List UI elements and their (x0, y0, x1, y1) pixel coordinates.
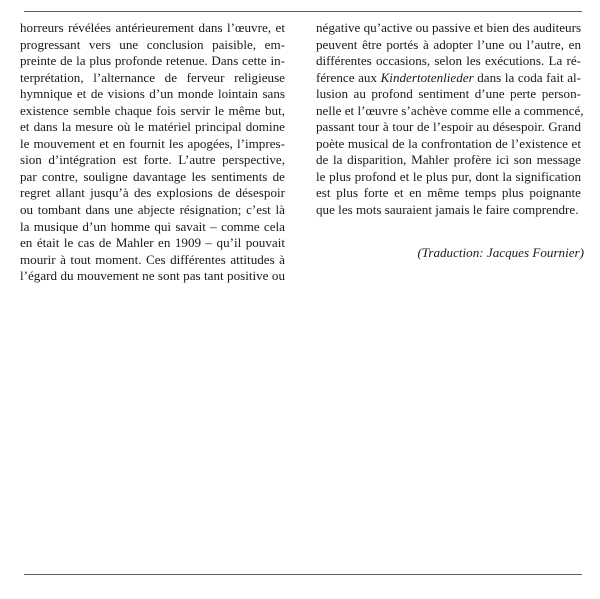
top-rule (24, 11, 582, 12)
text-line: que les mots sauraient jamais le faire comprendre. (316, 202, 579, 218)
text-line: en était le cas de Mahler en 1909 – qu’il pouvait (20, 235, 285, 251)
text-line: progressant vers une conclusion paisible, em- (20, 36, 285, 52)
text-line: peuvent être portés à adopter l’une ou l’autre, en (316, 36, 581, 52)
text-line: différentes occasions, selon les exécutions. La ré- (316, 53, 581, 69)
text-line: nelle et l’œuvre s’achève comme elle a commencé, (316, 102, 584, 118)
translator-credit: (Traduction: Jacques Fournier) (417, 245, 584, 260)
text-line: terprétation, l’alternance de ferveur religieuse (20, 69, 285, 85)
text-line: le mouvement et en fournit les apogées, l’impres- (20, 135, 285, 151)
text-line: le plus profond et le plus pur, dont la signification (316, 168, 581, 184)
left-text-column (20, 20, 285, 285)
text-line: négative qu’active ou passive et bien des auditeurs (316, 20, 582, 35)
bottom-rule (24, 574, 582, 575)
text-line: ou tombant dans une abjecte résignation; c’est là (20, 202, 285, 218)
text-line: passant tour à tour de l’espoir au désespoir. Grand (316, 119, 581, 135)
text-line: de la disparition, Mahler profère ici son message (316, 152, 581, 168)
text-line-with-italic (316, 70, 581, 87)
text-line: la musique d’un homme qui savait – comme cela (20, 218, 285, 234)
text-segment: férence aux (316, 69, 381, 85)
text-line: l’égard du mouvement ne sont pas tant positive ou (20, 268, 285, 284)
text-line: est plus forte et en même temps plus poignante (316, 185, 581, 201)
text-line: lusion au profond sentiment d’une perte person- (316, 86, 581, 102)
text-line: preinte de la plus profonde retenue. Dans cette in- (20, 53, 285, 69)
text-line: poète musical de la confrontation de l’existence et (316, 135, 581, 151)
text-line: regret allant jusqu’à des explosions de désespoir (20, 185, 285, 201)
text-line: sion d’intégration est forte. L’autre perspective, (20, 152, 285, 168)
text-line: mourir à tout moment. Ces différentes attitudes à (20, 251, 285, 267)
text-line: horreurs révélées antérieurement dans l’œuvre, et (20, 20, 285, 35)
italic-title: Kindertotenlieder (380, 69, 474, 85)
right-text-column (316, 20, 584, 219)
text-line: par contre, souligne davantage les sentiments de (20, 168, 285, 184)
text-line: existence semble chaque fois servir le même but, (20, 102, 285, 118)
text-line: hymnique et de visions d’un monde lointain sans (20, 86, 285, 102)
text-line: et dans la mesure où le matériel principal domine (20, 119, 285, 135)
text-segment: dans la coda fait al- (473, 69, 581, 85)
